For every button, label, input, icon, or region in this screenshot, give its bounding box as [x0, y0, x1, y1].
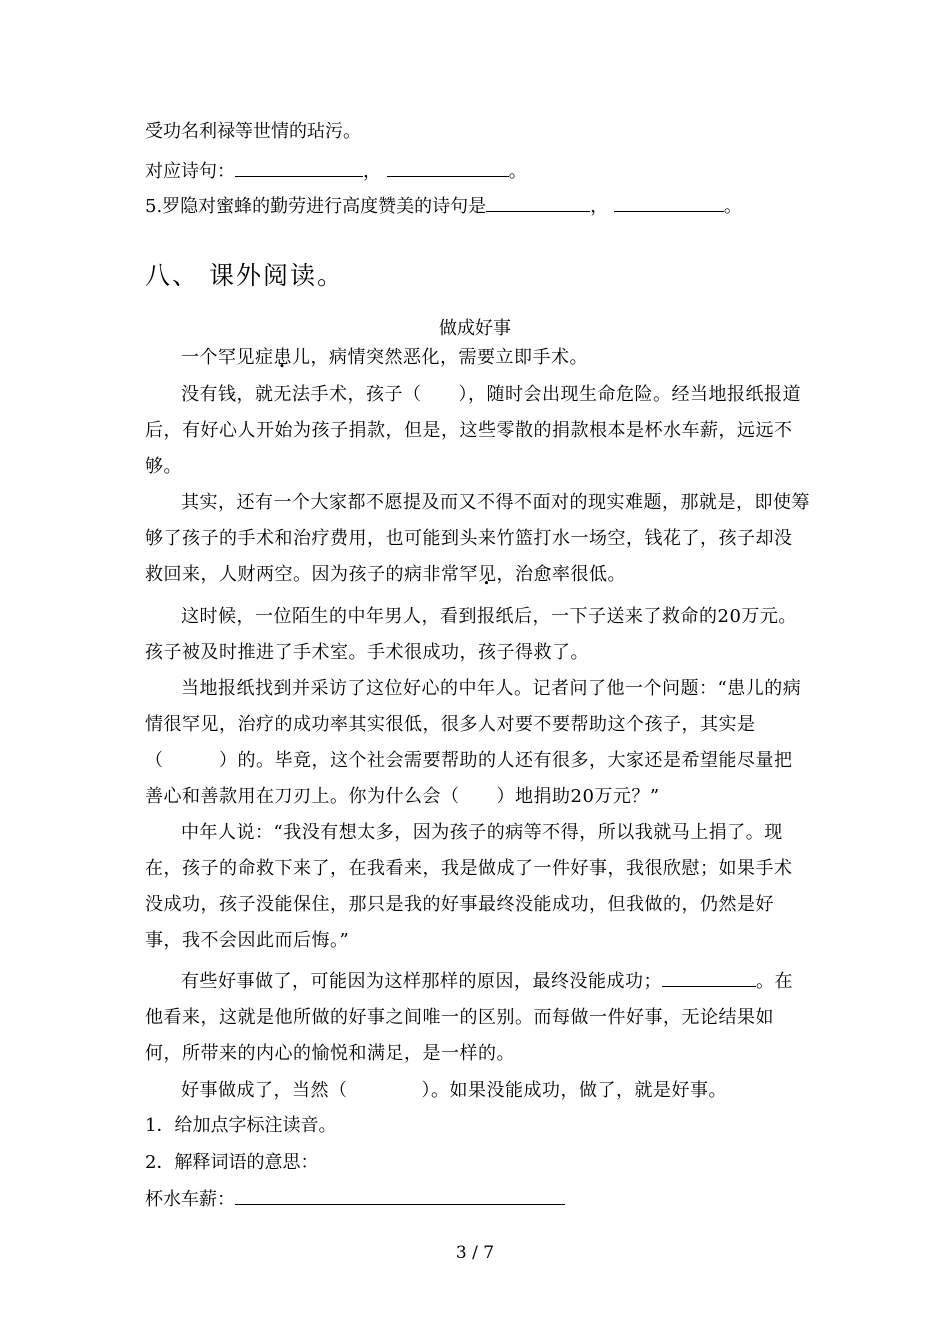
answer-blank[interactable]	[486, 193, 590, 212]
answer-blank[interactable]	[614, 193, 724, 212]
article-title: 做成好事	[439, 318, 511, 339]
answer-blank[interactable]	[387, 158, 509, 177]
paragraph-2: 没有钱，就无法手术，孩子（ ），随时会出现生命危险。经当地报纸报道后，有好心人开始为孩子捐款，但是，这些零散的捐款根本是杯水车薪，远远不够。	[145, 384, 801, 477]
paragraph-5: 当地报纸找到并采访了这位好心的中年人。记者问了他一个问题：“患儿的病情很罕见，治疗的成功率其实很低，很多人对要不要帮助这个孩子，其实是（ ）的。毕竟，这个社会需要帮助的人还有很多，大家还是希望能尽量把善心和善款用在刀刃上。你为什么会（ ）地捐助20万元？”	[145, 678, 802, 807]
term-label: 杯水车薪：	[145, 1189, 235, 1210]
answer-blank[interactable]	[235, 1186, 565, 1205]
paragraph-4: 这时候，一位陌生的中年男人，看到报纸后，一下子送来了救命的20万元。孩子被及时推进了手术室。手术很成功，孩子得救了。	[145, 606, 797, 663]
question-1: 1．给加点字标注读音。	[145, 1115, 337, 1136]
text: 一个罕见	[181, 347, 255, 368]
paragraph-8: 好事做成了，当然（ ）。如果没能成功，做了，就是好事。	[181, 1080, 727, 1101]
section-heading: 八、 课外阅读。	[145, 261, 344, 290]
text-line: 受功名利禄等世情的玷污。	[145, 121, 361, 142]
answer-label: 对应诗句：	[145, 161, 235, 182]
separator: ，	[363, 161, 381, 182]
answer-line-poem	[145, 158, 527, 184]
paragraph-7	[145, 964, 810, 1072]
page-number: 3 / 7	[455, 1243, 495, 1263]
question-5	[145, 193, 742, 219]
question-2: 2．解释词语的意思：	[145, 1152, 319, 1173]
text: 患儿，病情突然恶化，需要立即手术。	[273, 347, 588, 368]
paragraph-3	[145, 485, 810, 593]
answer-blank[interactable]	[235, 158, 363, 177]
separator: ，	[590, 196, 609, 217]
terminator: 。	[508, 161, 527, 182]
question-text: 5.罗隐对蜜蜂的勤劳进行高度赞美的诗句是	[145, 196, 487, 217]
paragraph-1	[145, 340, 810, 376]
text: 见，治愈率很低。	[478, 564, 626, 585]
text: 。在他看来，这就是他所做的好事之间唯一的区别。而每做一件好事，无论结果如何，所带来的内心的愉悦和满足，是一样的。	[145, 971, 793, 1064]
terminator: 。	[723, 196, 742, 217]
dotted-character: 症	[255, 347, 274, 368]
answer-blank[interactable]	[662, 968, 756, 987]
text: 有些好事做了，可能因为这样那样的原因，最终没能成功；	[181, 971, 662, 992]
paragraph-6: 中年人说：“我没有想太多，因为孩子的病等不得，所以我就马上捐了。现在，孩子的命救下来了，在我看来，我是做成了一件好事，我很欣慰；如果手术没成功，孩子没能保住，那只是我的好事最终没能成功，但我做的，仍然是好事，我不会因此而后悔。”	[145, 822, 793, 951]
dotted-character: 罕	[459, 564, 478, 585]
text: 其实，还有一个大家都不愿提及而又不得不面对的现实难题，那就是，即使筹够了孩子的手术和治疗费用，也可能到头来竹篮打水一场空，钱花了，孩子却没救回来，人财两空。因为孩子的病非常	[145, 492, 810, 585]
question-2-answer	[145, 1186, 565, 1212]
